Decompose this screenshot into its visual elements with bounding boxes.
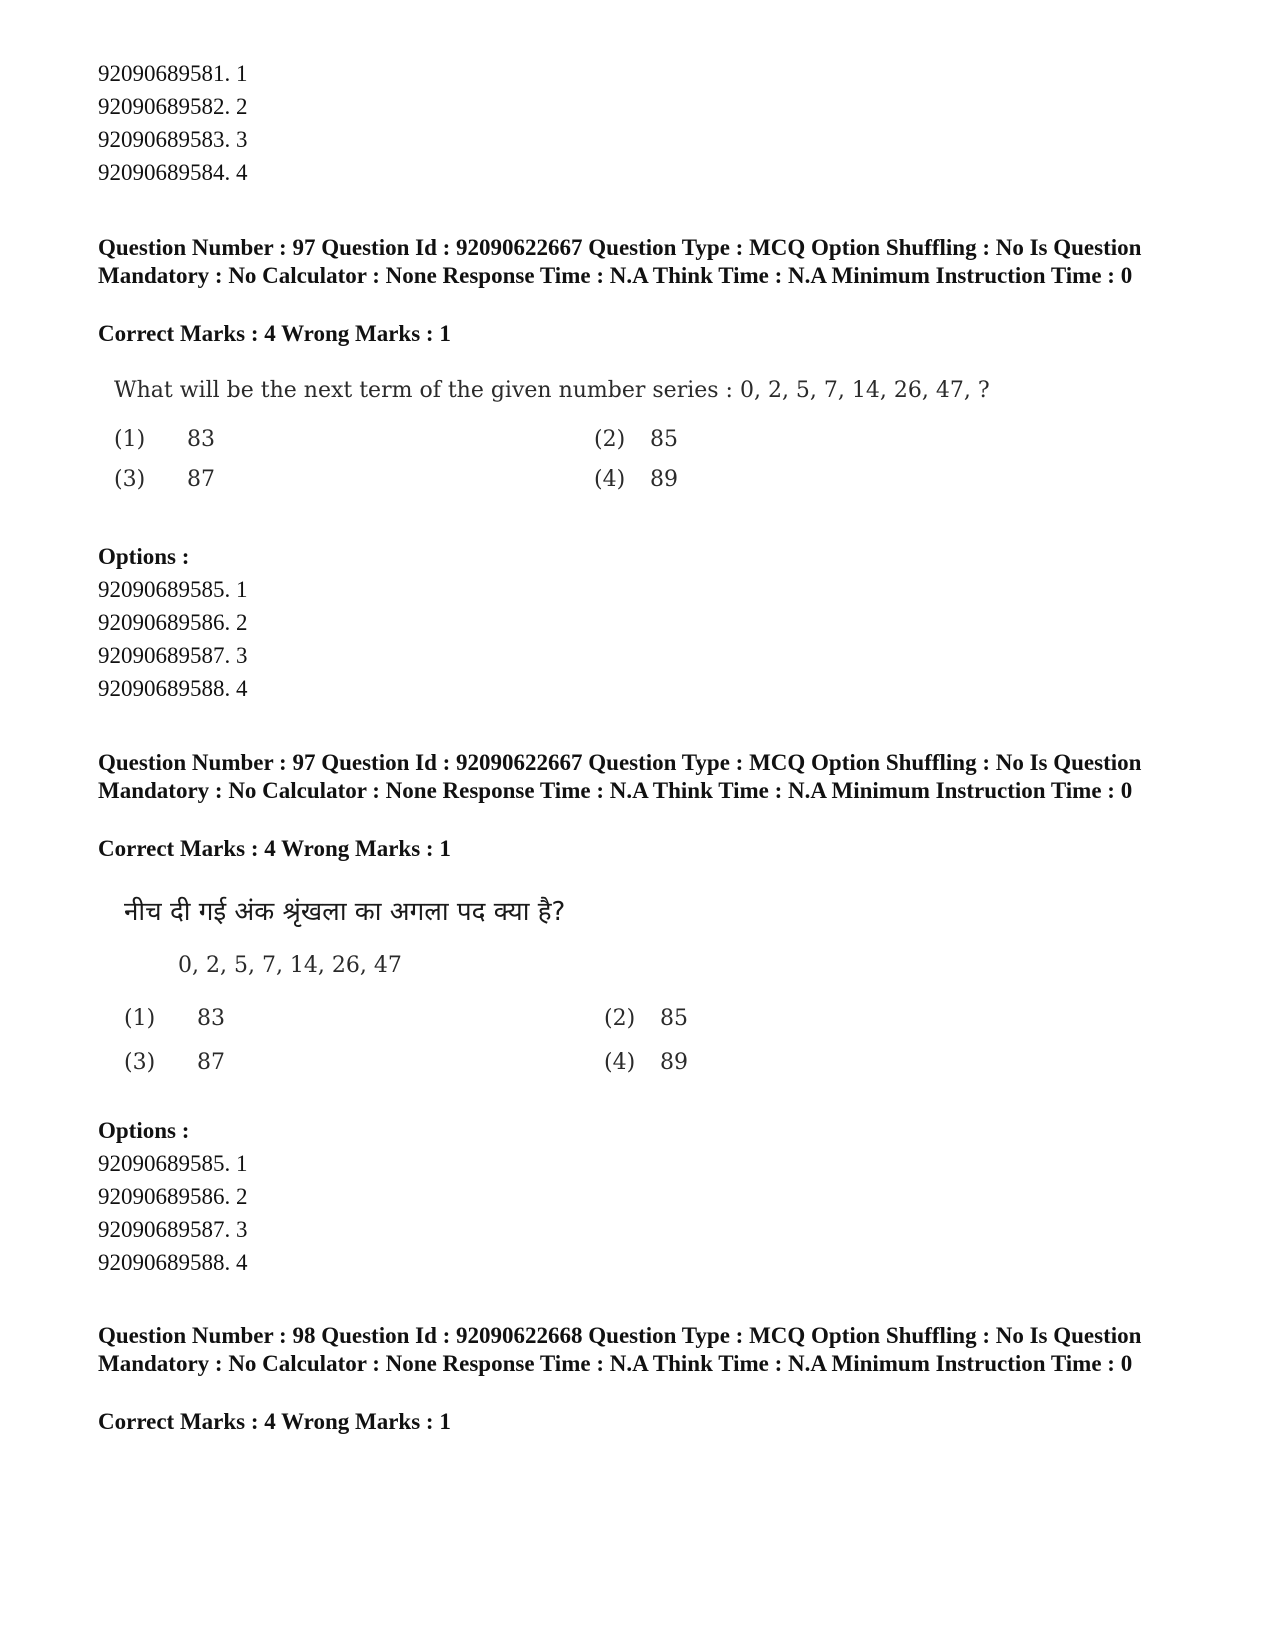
- question-text-hindi: नीच दी गई अंक श्रृंखला का अगला पद क्या है?: [124, 897, 566, 927]
- choice-number: (3): [114, 467, 146, 492]
- choice-value: 87: [197, 1050, 225, 1075]
- question-meta: Question Number : 97 Question Id : 92090622667 Question Type : MCQ Option Shuffling : No Is Question Mandatory : No Calculator : None Response Time : N.A Think Time : N.A Minimum Instruction Time : 0: [98, 750, 1142, 803]
- option-line: 92090689582. 2: [98, 94, 248, 119]
- option-line: 92090689587. 3: [98, 1217, 248, 1242]
- question-text: What will be the next term of the given number series : 0, 2, 5, 7, 14, 26, 47, ?: [114, 378, 990, 403]
- choice-number: (2): [594, 427, 626, 452]
- choice-number: (4): [604, 1050, 636, 1075]
- choice-value: 87: [187, 467, 215, 492]
- option-line: 92090689581. 1: [98, 61, 248, 86]
- choice-value: 85: [650, 427, 678, 452]
- question-meta: Question Number : 98 Question Id : 92090622668 Question Type : MCQ Option Shuffling : No Is Question Mandatory : No Calculator : None Response Time : N.A Think Time : N.A Minimum Instruction Time : 0: [98, 1323, 1142, 1376]
- marks-line: Correct Marks : 4 Wrong Marks : 1: [98, 1409, 451, 1434]
- choice-number: (4): [594, 467, 626, 492]
- choice-number: (1): [114, 427, 146, 452]
- marks-line: Correct Marks : 4 Wrong Marks : 1: [98, 321, 451, 346]
- choice-value: 85: [660, 1006, 688, 1031]
- choice-number: (1): [124, 1006, 156, 1031]
- option-line: 92090689585. 1: [98, 1151, 248, 1176]
- option-line: 92090689583. 3: [98, 127, 248, 152]
- choice-value: 83: [187, 427, 215, 452]
- option-line: 92090689588. 4: [98, 1250, 248, 1275]
- choice-value: 83: [197, 1006, 225, 1031]
- option-line: 92090689585. 1: [98, 577, 248, 602]
- choice-value: 89: [660, 1050, 688, 1075]
- option-line: 92090689588. 4: [98, 676, 248, 701]
- option-line: 92090689587. 3: [98, 643, 248, 668]
- option-line: 92090689586. 2: [98, 1184, 248, 1209]
- choice-number: (2): [604, 1006, 636, 1031]
- choice-value: 89: [650, 467, 678, 492]
- options-label: Options :: [98, 1118, 190, 1143]
- question-meta: Question Number : 97 Question Id : 92090622667 Question Type : MCQ Option Shuffling : No Is Question Mandatory : No Calculator : None Response Time : N.A Think Time : N.A Minimum Instruction Time : 0: [98, 235, 1142, 288]
- options-label: Options :: [98, 544, 190, 569]
- option-line: 92090689584. 4: [98, 160, 248, 185]
- option-line: 92090689586. 2: [98, 610, 248, 635]
- number-series: 0, 2, 5, 7, 14, 26, 47: [178, 953, 402, 978]
- choice-number: (3): [124, 1050, 156, 1075]
- marks-line: Correct Marks : 4 Wrong Marks : 1: [98, 836, 451, 861]
